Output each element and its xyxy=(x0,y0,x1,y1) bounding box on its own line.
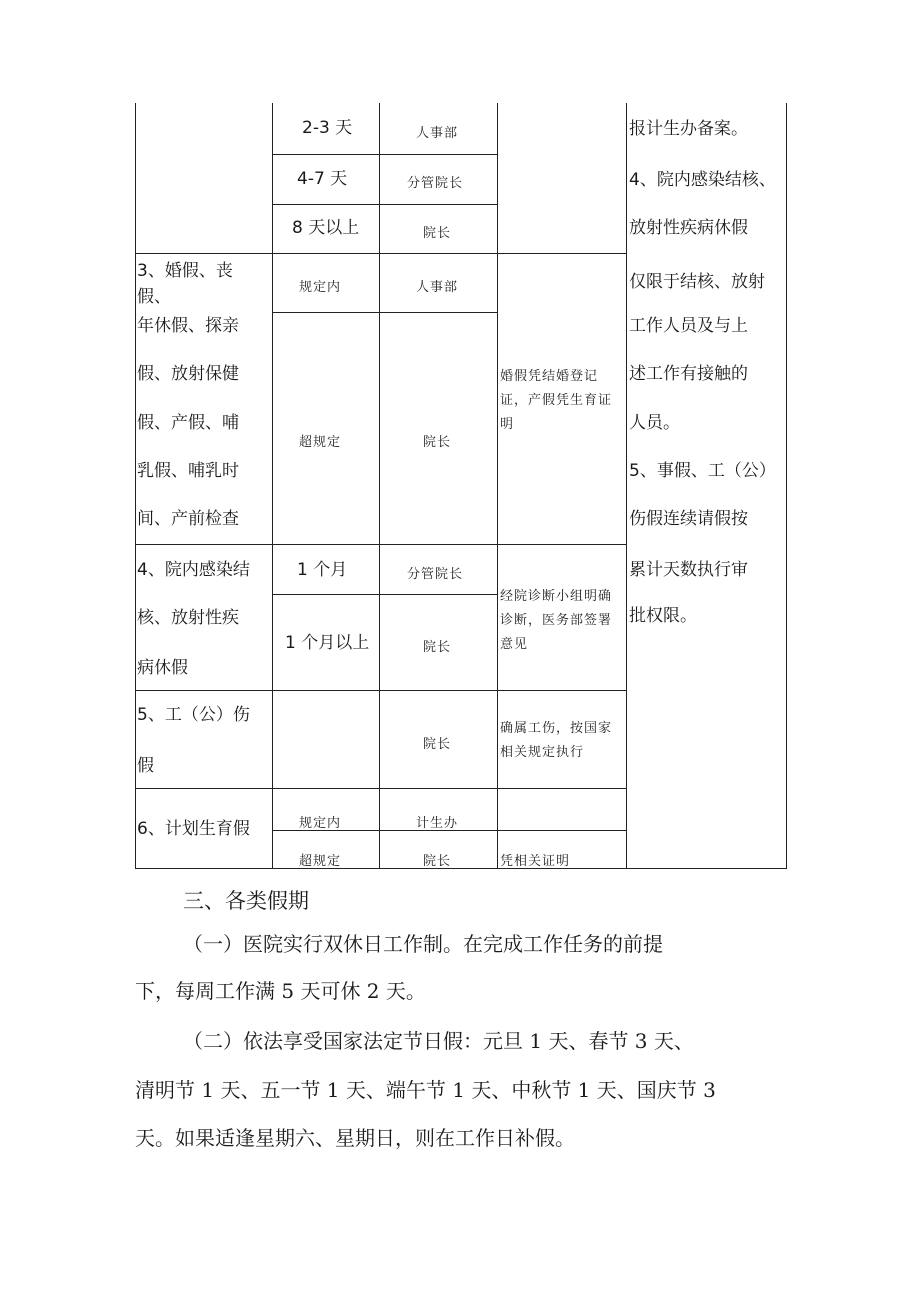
duration-cell: 超规定 xyxy=(299,435,342,450)
remarks-line: 累计天数执行审 xyxy=(629,560,748,580)
duration-cell: 规定内 xyxy=(299,280,342,295)
remark-cell xyxy=(500,717,612,765)
paragraph-line: （二）依法享受国家法定节日假：元旦 1 天、春节 3 天、 xyxy=(183,1029,694,1053)
approver-cell: 院长 xyxy=(423,435,452,450)
remarks-line: 报计生办备案。 xyxy=(629,119,748,139)
paragraph-line: （一）医院实行双休日工作制。在完成工作任务的前提 xyxy=(183,932,663,956)
leave-type-cell: 3、婚假、丧 xyxy=(137,261,233,281)
remarks-line: 4、院内感染结核、 xyxy=(629,170,776,190)
remarks-line: 述工作有接触的 xyxy=(629,364,748,384)
table-divider xyxy=(497,103,498,868)
table-divider xyxy=(379,103,380,868)
section-heading: 三、各类假期 xyxy=(183,889,309,913)
table-divider xyxy=(135,690,627,691)
table-divider xyxy=(272,204,498,205)
remark-line: 确属工伤，按国家 xyxy=(500,721,613,736)
approver-cell: 人事部 xyxy=(416,126,459,141)
table-divider xyxy=(135,253,627,254)
remarks-line: 放射性疾病休假 xyxy=(629,218,748,238)
remark-line: 明 xyxy=(500,417,515,432)
remarks-line: 工作人员及与上 xyxy=(629,316,748,336)
approver-cell: 分管院长 xyxy=(407,176,464,191)
remarks-line: 仅限于结核、放射 xyxy=(629,272,765,292)
leave-type-cell: 年休假、探亲 xyxy=(137,316,239,336)
table-divider xyxy=(272,594,498,595)
duration-cell: 1 个月 xyxy=(297,560,348,580)
leave-type-cell: 6、计划生育假 xyxy=(137,819,250,839)
duration-cell: 8 天以上 xyxy=(292,218,360,238)
leave-type-cell: 间、产前检查 xyxy=(137,509,239,529)
approver-cell: 院长 xyxy=(423,226,452,241)
table-divider xyxy=(135,544,627,545)
leave-type-cell: 假、产假、哺 xyxy=(137,413,239,433)
duration-cell: 4-7 天 xyxy=(297,169,348,189)
table-divider xyxy=(135,788,627,789)
remark-line: 婚假凭结婚登记 xyxy=(500,369,599,384)
leave-type-cell: 假、 xyxy=(137,287,171,307)
remark-cell xyxy=(500,585,612,657)
table-border-right xyxy=(786,103,787,868)
table-divider xyxy=(272,154,498,155)
remarks-line: 伤假连续请假按 xyxy=(629,509,748,529)
remarks-line: 5、事假、工（公） xyxy=(629,461,776,481)
duration-cell: 2-3 天 xyxy=(302,118,353,138)
remark-cell: 凭相关证明 xyxy=(500,854,571,869)
table-divider xyxy=(272,103,273,868)
duration-cell: 规定内 xyxy=(299,816,342,831)
approver-cell: 分管院长 xyxy=(407,567,464,582)
leave-type-cell: 假 xyxy=(137,756,154,776)
leave-type-cell: 乳假、哺乳时 xyxy=(137,461,239,481)
table-divider xyxy=(626,103,627,868)
remarks-line: 人员。 xyxy=(629,413,680,433)
table-border-left xyxy=(135,103,136,868)
table-divider xyxy=(272,312,498,313)
paragraph-line: 清明节 1 天、五一节 1 天、端午节 1 天、中秋节 1 天、国庆节 3 xyxy=(135,1078,716,1102)
table-border-bottom xyxy=(135,868,787,869)
approver-cell: 计生办 xyxy=(416,816,459,831)
remarks-line: 批权限。 xyxy=(629,606,697,626)
remark-line: 诊断，医务部签署 xyxy=(500,613,613,628)
approver-cell: 院长 xyxy=(423,737,452,752)
approver-cell: 院长 xyxy=(423,854,452,869)
paragraph-line: 下，每周工作满 5 天可休 2 天。 xyxy=(135,979,426,1003)
duration-cell: 超规定 xyxy=(299,854,342,869)
approver-cell: 院长 xyxy=(423,640,452,655)
leave-type-cell: 4、院内感染结 xyxy=(137,560,250,580)
approver-cell: 人事部 xyxy=(416,280,459,295)
remark-line: 经院诊断小组明确 xyxy=(500,589,613,604)
leave-type-cell: 假、放射保健 xyxy=(137,364,239,384)
remark-line: 相关规定执行 xyxy=(500,745,585,760)
leave-type-cell: 病休假 xyxy=(137,658,188,678)
leave-type-cell: 核、放射性疾 xyxy=(137,608,239,628)
duration-cell: 1 个月以上 xyxy=(285,633,370,653)
paragraph-line: 天。如果适逢星期六、星期日，则在工作日补假。 xyxy=(135,1126,575,1150)
leave-type-cell: 5、工（公）伤 xyxy=(137,705,250,725)
remark-cell xyxy=(500,365,612,437)
remark-line: 意见 xyxy=(500,637,529,652)
remark-line: 证，产假凭生育证 xyxy=(500,393,613,408)
